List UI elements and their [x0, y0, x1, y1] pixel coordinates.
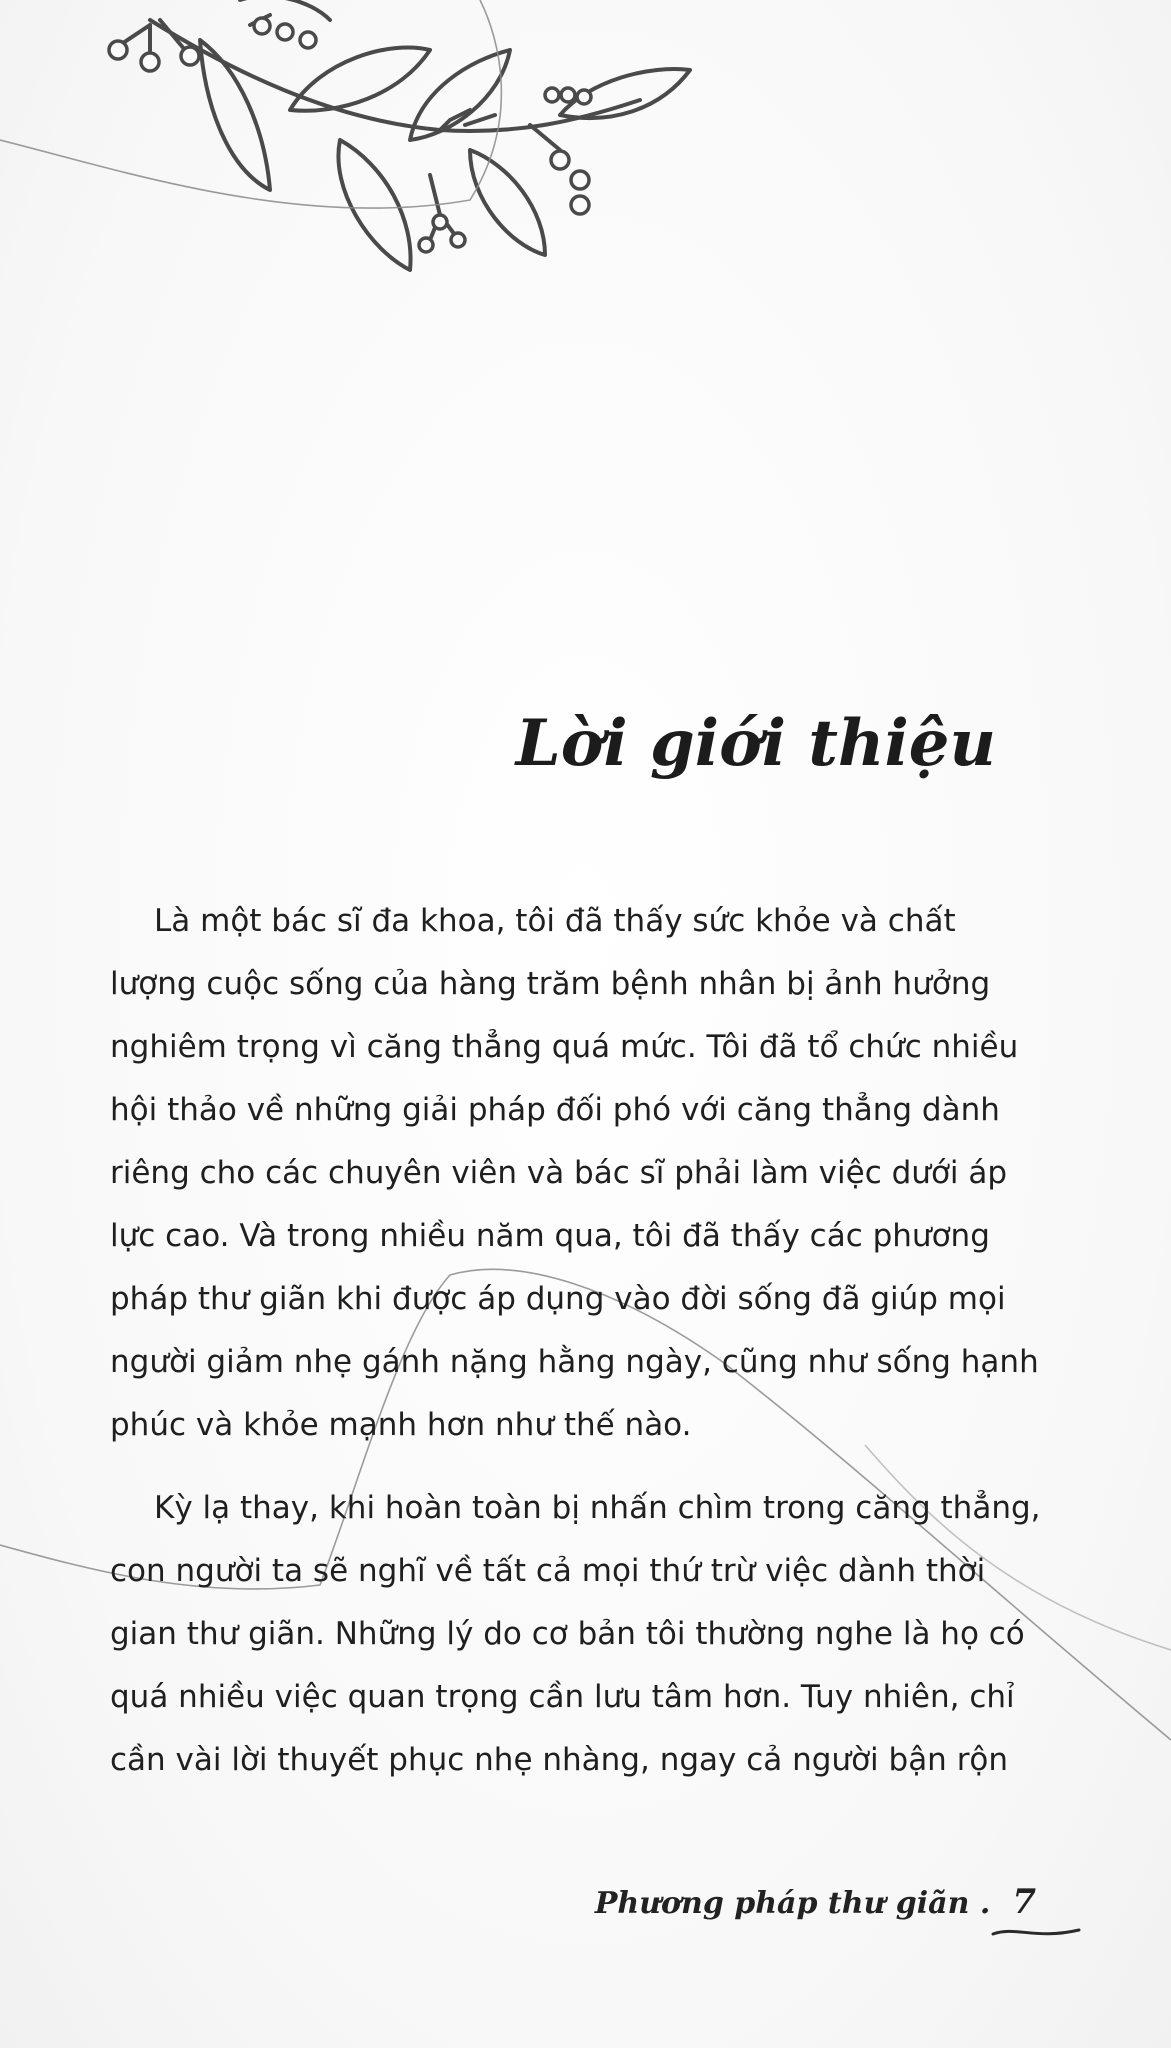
page-number: 7: [1012, 1882, 1036, 1922]
paragraph-1: [110, 890, 1039, 1457]
chapter-title: Lời giới thiệu: [515, 706, 996, 781]
text-line: quá nhiều việc quan trọng cần lưu tâm hơn. Tuy nhiên, chỉ: [110, 1679, 1015, 1715]
running-title: Phương pháp thư giãn .: [594, 1886, 991, 1921]
text-line: Kỳ lạ thay, khi hoàn toàn bị nhấn chìm trong căng thẳng,: [154, 1490, 1041, 1526]
page-footer: [595, 1882, 1036, 1922]
text-line: pháp thư giãn khi được áp dụng vào đời sống đã giúp mọi: [110, 1281, 1006, 1317]
text-line: người giảm nhẹ gánh nặng hằng ngày, cũng như sống hạnh: [110, 1344, 1039, 1380]
text-line: phúc và khỏe mạnh hơn như thế nào.: [110, 1407, 692, 1443]
text-line: cần vài lời thuyết phục nhẹ nhàng, ngay cả người bận rộn: [110, 1742, 1009, 1778]
text-line: nghiêm trọng vì căng thẳng quá mức. Tôi đã tổ chức nhiều: [110, 1029, 1019, 1065]
text-line: con người ta sẽ nghĩ về tất cả mọi thứ trừ việc dành thời: [110, 1553, 986, 1589]
body-text: [110, 890, 1041, 1812]
text-line: Là một bác sĩ đa khoa, tôi đã thấy sức khỏe và chất: [154, 903, 956, 939]
text-line: hội thảo về những giải pháp đối phó với căng thẳng dành: [110, 1092, 1000, 1128]
text-line: lực cao. Và trong nhiều năm qua, tôi đã thấy các phương: [110, 1218, 990, 1254]
paragraph-2: [110, 1477, 1041, 1792]
text-line: gian thư giãn. Những lý do cơ bản tôi thường nghe là họ có: [110, 1616, 1025, 1652]
text-line: riêng cho các chuyên viên và bác sĩ phải làm việc dưới áp: [110, 1155, 1008, 1191]
swash-icon: [991, 1920, 1081, 1942]
text-line: lượng cuộc sống của hàng trăm bệnh nhân bị ảnh hưởng: [110, 966, 991, 1002]
